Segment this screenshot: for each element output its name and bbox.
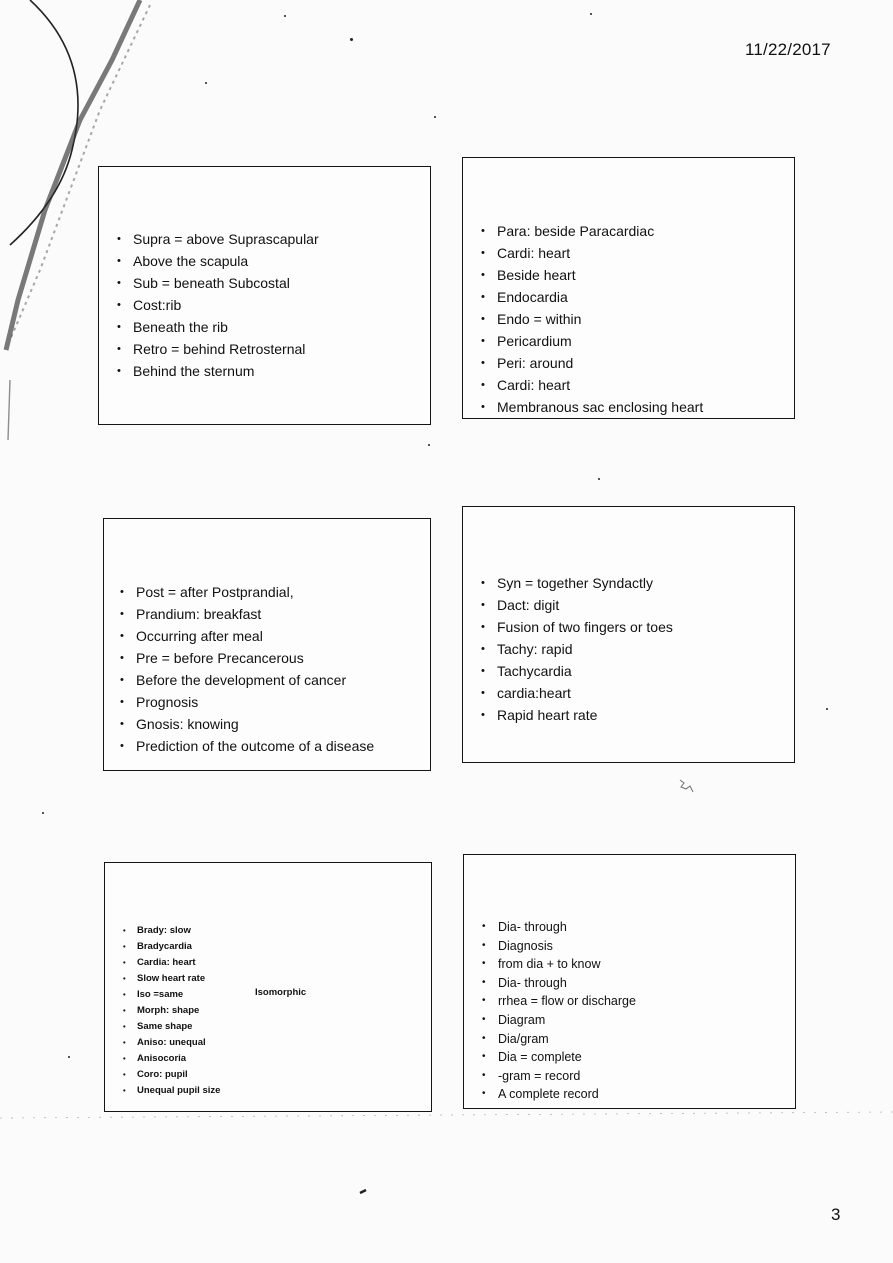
list-item: • Cost:rib <box>117 294 319 316</box>
scan-speck <box>284 15 286 17</box>
list-item: • Morph: shape <box>123 1003 220 1019</box>
list-item: • Tachy: rapid <box>481 638 673 660</box>
list-item: • Same shape <box>123 1019 220 1035</box>
list-item: • Slow heart rate <box>123 971 220 987</box>
list-item: • Dia- through <box>482 918 636 937</box>
slide-3 <box>103 518 431 771</box>
list-item: • Pre = before Precancerous <box>120 647 374 669</box>
list-item: • Cardia: heart <box>123 955 220 971</box>
list-item: • Endo = within <box>481 308 703 330</box>
scan-speck <box>205 82 207 84</box>
list-item: • -gram = record <box>482 1067 636 1086</box>
list-item: • Endocardia <box>481 286 703 308</box>
list-item: • Beneath the rib <box>117 316 319 338</box>
side-note: Isomorphic <box>255 987 307 998</box>
list-item: • Diagram <box>482 1011 636 1030</box>
slide-1 <box>98 166 431 425</box>
list-item: • from dia + to know <box>482 955 636 974</box>
list-item: • Prandium: breakfast <box>120 603 374 625</box>
list-item: • Diagnosis <box>482 937 636 956</box>
list-item: • Brady: slow <box>123 923 220 939</box>
scan-speck <box>68 1056 70 1058</box>
bullet-list <box>120 581 374 757</box>
slide-5 <box>104 862 432 1112</box>
list-item: • Supra = above Suprascapular <box>117 228 319 250</box>
scan-speck <box>826 708 828 710</box>
bullet-list <box>481 220 703 418</box>
list-item: • Coro: pupil <box>123 1067 220 1083</box>
list-item: • Prediction of the outcome of a disease <box>120 735 374 757</box>
page-date: 11/22/2017 <box>745 40 831 59</box>
scan-speck <box>598 478 600 480</box>
list-item: • Cardi: heart <box>481 374 703 396</box>
slide-6 <box>463 854 796 1109</box>
list-item: • Anisocoria <box>123 1051 220 1067</box>
list-item: • Dact: digit <box>481 594 673 616</box>
list-item: • Before the development of cancer <box>120 669 374 691</box>
list-item: • Dia/gram <box>482 1030 636 1049</box>
list-item: • cardia:heart <box>481 682 673 704</box>
page-number: 3 <box>831 1205 841 1224</box>
bullet-list <box>123 923 220 1099</box>
list-item: • Occurring after meal <box>120 625 374 647</box>
scan-speck <box>350 38 353 41</box>
bullet-list <box>482 918 636 1104</box>
list-item: • Beside heart <box>481 264 703 286</box>
list-item: • Retro = behind Retrosternal <box>117 338 319 360</box>
list-item: • Gnosis: knowing <box>120 713 374 735</box>
list-item: • Rapid heart rate <box>481 704 673 726</box>
list-item: • Dia = complete <box>482 1048 636 1067</box>
list-item: • A complete record <box>482 1085 636 1104</box>
bullet-list <box>481 572 673 726</box>
list-item: • Syn = together Syndactly <box>481 572 673 594</box>
list-item: • Sub = beneath Subcostal <box>117 272 319 294</box>
list-item: • Aniso: unequal <box>123 1035 220 1051</box>
bullet-list <box>117 228 319 382</box>
list-item: • Iso =same <box>123 987 220 1003</box>
list-item: • Peri: around <box>481 352 703 374</box>
list-item: • Dia- through <box>482 974 636 993</box>
list-item: • Pericardium <box>481 330 703 352</box>
list-item: • Tachycardia <box>481 660 673 682</box>
list-item: • Para: beside Paracardiac <box>481 220 703 242</box>
list-item: • Bradycardia <box>123 939 220 955</box>
list-item: • Membranous sac enclosing heart <box>481 396 703 418</box>
scan-speck <box>428 444 430 446</box>
scan-speck <box>42 812 44 814</box>
list-item: • Cardi: heart <box>481 242 703 264</box>
slide-4 <box>462 506 795 763</box>
list-item: • Prognosis <box>120 691 374 713</box>
scan-speck <box>590 13 592 15</box>
list-item: • Post = after Postprandial, <box>120 581 374 603</box>
scan-speck <box>434 116 436 118</box>
list-item: • Fusion of two fingers or toes <box>481 616 673 638</box>
list-item: • Behind the sternum <box>117 360 319 382</box>
slide-2 <box>462 157 795 419</box>
list-item: • Unequal pupil size <box>123 1083 220 1099</box>
list-item: • Above the scapula <box>117 250 319 272</box>
list-item: • rrhea = flow or discharge <box>482 992 636 1011</box>
